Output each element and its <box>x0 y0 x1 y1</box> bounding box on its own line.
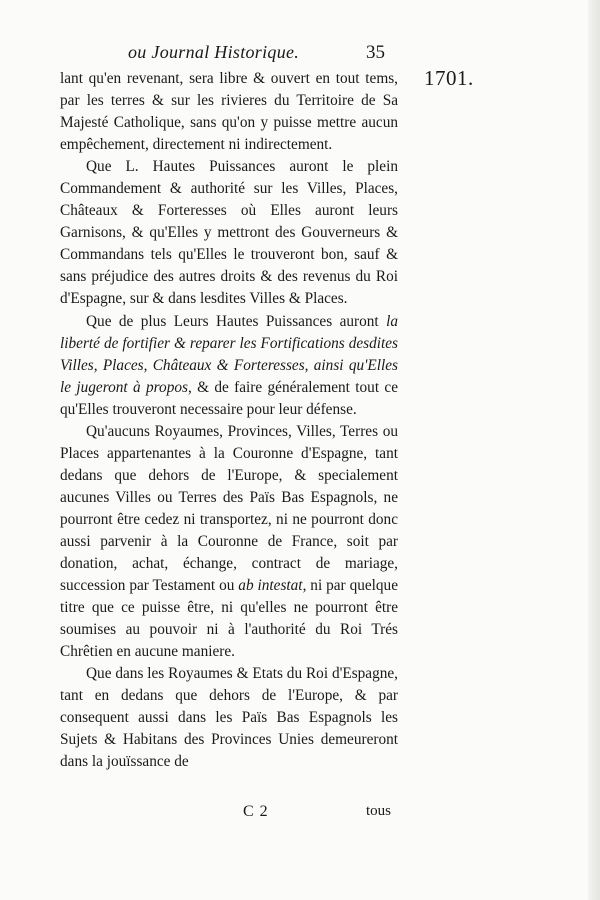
body-text <box>60 68 398 774</box>
paragraph-etats: Que dans les Royaumes & Etats du Roi d'Espagne, tant en dedans que dehors de l'Europe, & par consequent aussi dans les Païs Bas Espagnols les Sujets & Habitans des Provinces Unies demeureront dans la jouïssance de <box>60 665 398 771</box>
signature-mark: C 2 <box>243 803 269 820</box>
paragraph-text: , & de faire généralement tout ce qu'Elles trouveront necessaire pour leur défense. <box>60 378 398 418</box>
paragraph-text: , ni par quelque titre que ce puisse être, ni qu'elles ne pourront être soumises au pouvoir ni à l'authorité du Roi Trés Chrêtien en aucune maniere. <box>60 577 398 661</box>
page-header <box>0 40 600 90</box>
margin-year: 1701. <box>424 66 474 90</box>
paragraph-text: Que de plus Leurs Hautes Puissances auront <box>86 312 387 330</box>
page-number: 35 <box>366 42 385 63</box>
paragraph-royaumes <box>60 421 398 664</box>
paragraph-continued: lant qu'en revenant, sera libre & ouvert en tout tems, par les terres & sur les rivieres du Territoire de Sa Majesté Catholique, sans qu'on y puisse mettre aucun empêchement, directement ni indirectement. <box>60 70 398 154</box>
page-footer <box>0 803 600 827</box>
paragraph-commandement: Que L. Hautes Puissances auront le plein Commandement & authorité sur les Villes, Places, Châteaux & Forteresses où Elles auront leurs Garnisons, & qu'Elles y mettront des Gouverneurs & Commandans tels qu'Elles le trouveront bon, sauf & sans préjudice des autres droits & des revenus du Roi d'Espagne, sur & dans lesdites Villes & Places. <box>60 158 398 308</box>
catchword: tous <box>366 803 392 819</box>
running-title: ou Journal Historique. <box>128 42 300 62</box>
paragraph-text: Qu'aucuns Royaumes, Provinces, Villes, Terres ou Places appartenantes à la Couronne d'Espagne, tant dedans que dehors de l'Europe, & specialement aucunes Villes ou Terres des Païs Bas Espagnols, ne pourront être cedez ni transportez, ni ne pourront donc aussi parvenir à la Couronne de France, soit par donation, achat, échange, contract de mariage, succession par Testament ou <box>60 422 398 595</box>
paragraph-fortifications <box>60 311 398 421</box>
italic-term: ab intestat <box>238 577 303 595</box>
italic-passage: la liberté de fortifier & reparer les Fortifications desdites Villes, Places, Châteaux & Forteresses, ainsi qu'Elles le jugeront à propos <box>60 312 398 396</box>
page-edge-shadow <box>588 0 600 900</box>
